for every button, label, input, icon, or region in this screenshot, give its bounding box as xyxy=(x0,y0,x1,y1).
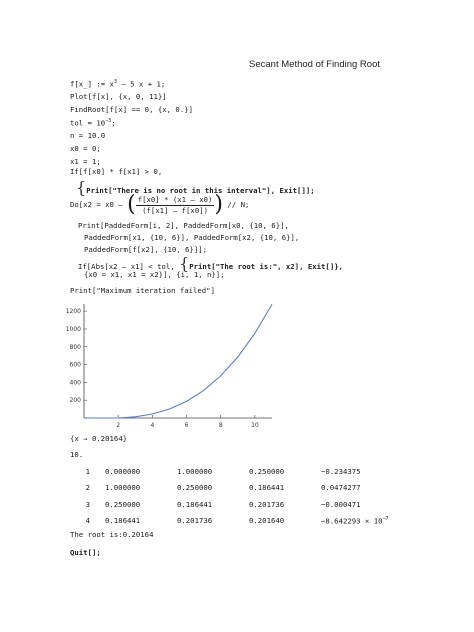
y-tick-label: 600 xyxy=(69,361,81,369)
code-line-padded-fx2: PaddedForm[f[x2], {10, 6}]]; xyxy=(84,245,208,254)
code-line-if-abs: If[Abs[x2 – x1] < tol, {Print["The root is:", x2], Exit[]}, xyxy=(78,254,344,273)
code-line-do-loop: Do[x2 = x0 – ( $\frac{f[x0] * (x1 - x0)}{(f[x1] - f[x0])}$ ) // N; xyxy=(70,192,250,217)
table-cell: 0.186441 xyxy=(177,499,213,509)
n-output: 10. xyxy=(70,450,84,459)
table-cell: 0.250000 xyxy=(249,466,285,476)
table-row xyxy=(70,513,411,530)
table-cell: 0.201736 xyxy=(177,516,213,526)
code-line-x0: x0 = 0; xyxy=(70,144,101,153)
code-line-n: n = 10.0 xyxy=(70,131,106,140)
code-line-print-padded: Print[PaddedForm[i, 2], PaddedForm[x0, {10, 6}], xyxy=(78,221,289,230)
code-fraction: $\frac{f[x0] * (x1 - x0)}{(f[x1] - f[x0])}$ xyxy=(137,195,213,215)
table-cell: 0.186441 xyxy=(105,516,141,526)
table-cell: 0.186441 xyxy=(249,483,285,493)
code-line-plot: Plot[f[x], {x, 0, 11}] xyxy=(70,92,167,101)
table-row xyxy=(70,496,411,513)
table-cell: 0.250000 xyxy=(105,499,141,509)
table-cell: 0.0474277 xyxy=(321,483,361,493)
table-cell: 3 xyxy=(85,499,90,509)
table-cell: −0.234375 xyxy=(321,466,361,476)
table-cell: 1.000000 xyxy=(105,483,141,493)
y-tick-label: 400 xyxy=(69,379,81,387)
findroot-output: {x → 0.20164} xyxy=(70,434,128,443)
page-title: Secant Method of Finding Root xyxy=(249,59,380,70)
table-cell: 0.201736 xyxy=(249,499,285,509)
x-tick-label: 6 xyxy=(184,422,189,429)
table-cell: 0.201640 xyxy=(249,516,285,526)
table-cell: 1.000000 xyxy=(177,466,213,476)
code-line-function-def: f[x_] := $x^3 - 5$ x + 1; xyxy=(70,79,166,89)
iteration-table xyxy=(70,463,411,529)
code-line-tol: tol = $10^{-3}$; xyxy=(70,118,116,128)
code-line-print-max: Print["Maximum iteration failed"] xyxy=(70,286,215,295)
function-plot xyxy=(60,300,280,432)
table-cell: 2 xyxy=(85,483,90,493)
function-curve xyxy=(84,304,272,418)
table-cell: −0.000471 xyxy=(321,499,361,509)
table-row xyxy=(70,480,411,497)
table-row xyxy=(70,463,411,480)
table-cell: 1 xyxy=(85,466,90,476)
code-line-x1: x1 = 1; xyxy=(70,157,101,166)
root-output: The root is:0.20164 xyxy=(70,530,154,539)
table-cell: $-8.642293 \times 10^{-7}$ xyxy=(321,516,389,526)
x-tick-label: 8 xyxy=(218,422,223,429)
table-cell: 4 xyxy=(85,516,90,526)
x-tick-label: 10 xyxy=(251,422,259,429)
y-tick-label: 1200 xyxy=(65,308,81,316)
y-tick-label: 200 xyxy=(69,397,81,405)
x-tick-label: 2 xyxy=(116,422,121,429)
code-line-if: If[f[x0] * f[x1] > 0, xyxy=(70,167,163,176)
code-line-padded-x1: PaddedForm[x1, {10, 6}], PaddedForm[x2, {10, 6}], xyxy=(84,233,300,242)
y-tick-label: 1000 xyxy=(65,325,81,333)
code-line-findroot: FindRoot[f[x] == 0, {x, 0.}] xyxy=(70,105,194,114)
table-cell: 0.250000 xyxy=(177,483,213,493)
plot-axes xyxy=(84,304,272,418)
table-cell: 0.000000 xyxy=(105,466,141,476)
y-tick-label: 800 xyxy=(69,343,81,351)
code-line-print-no-root: {Print["There is no root in this interval"], Exit[]]; xyxy=(76,178,315,197)
code-line-update: {x0 = x1, x1 = x2}], {i, 1, n}]; xyxy=(84,270,225,279)
quit-line: Quit[]; xyxy=(70,548,101,557)
x-tick-label: 4 xyxy=(150,422,155,429)
